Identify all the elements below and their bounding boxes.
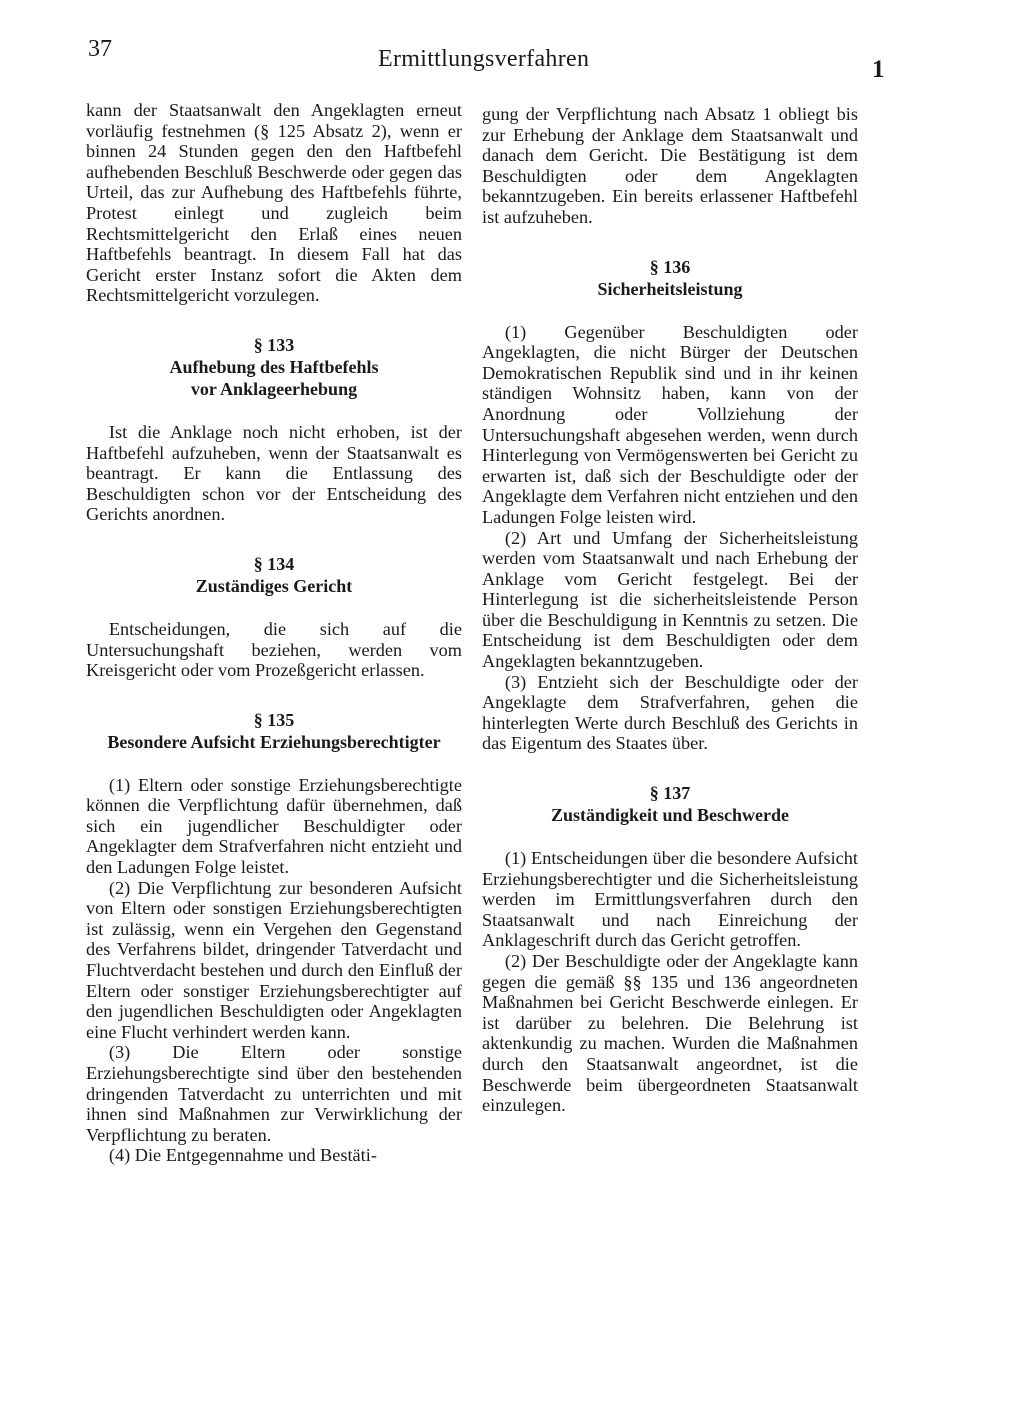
section-135-number: § 135: [253, 709, 295, 730]
section-133-number: § 133: [253, 334, 295, 355]
section-136-title: Sicherheitsleistung: [597, 278, 743, 299]
running-title: Ermittlungsverfahren: [378, 46, 590, 72]
continuation-paragraph-right: gung der Verpflichtung nach Absatz 1 obliegt bis zur Erhebung der Anklage dem Staatsanwalt und danach dem Gericht. Die Bestätigung ist dem Beschuldigten oder dem Angeklagten bekanntzugeben. Ein bereits erlassener Haftbefehl ist aufzuheben.: [482, 104, 858, 227]
section-137-paragraph-2: (2) Der Beschuldigte oder der Angeklagte kann gegen die gemäß §§ 135 und 136 angeordneten Maßnahmen bei Gericht Beschwerde einlegen. Er ist darüber zu belehren. Die Belehrung ist aktenkundig zu machen. Wurden die Maßnahmen durch den Staatsanwalt angeordnet, ist die Beschwerde beim übergeordneten Staatsanwalt einzulegen.: [482, 951, 858, 1116]
page-number: 37: [88, 36, 112, 62]
section-133-title-line2: vor Anklageerhebung: [190, 378, 358, 399]
page-header: [88, 36, 898, 83]
section-136-paragraph-3: (3) Entzieht sich der Beschuldigte oder der Angeklagte dem Strafverfahren, gehen die hinterlegten Werte durch Beschluß des Gerichts in das Eigentum des Staates über.: [482, 671, 858, 754]
section-134-heading: [86, 553, 462, 597]
section-135-paragraph-4: (4) Die Entgegennahme und Bestäti-: [108, 1145, 377, 1166]
section-136-number: § 136: [649, 256, 691, 277]
section-137-heading: [482, 782, 858, 826]
section-133-heading: [86, 334, 462, 400]
section-136-heading: [482, 256, 858, 300]
section-135-paragraph-2: (2) Die Verpflichtung zur besonderen Aufsicht von Eltern oder sonstigen Erziehungsberechtigten ist zulässig, wenn ein Vergehen den Gegenstand des Verfahrens bildet, dringender Tatverdacht und Fluchtverdacht bestehen und durch den Einfluß der Eltern oder sonstiger Erziehungsberechtigter auf den jugendlichen Beschuldigten oder Angeklagten eine Flucht verhindert werden kann.: [86, 877, 462, 1042]
left-column: [86, 100, 462, 1166]
continuation-paragraph-left: kann der Staatsanwalt den Angeklagten erneut vorläufig festnehmen (§ 125 Absatz 2), wenn er binnen 24 Stunden gegen den den Haftbefehl aufhebenden Beschluß Beschwerde oder gegen das Urteil, das zur Aufhebung des Haftbefehls führte, Protest einlegt und zugleich beim Rechtsmittelgericht den Erlaß eines neuen Haftbefehls beantragt. In diesem Fall hat das Gericht erster Instanz sofort die Akten dem Rechtsmittelgericht vorzulegen.: [86, 100, 462, 306]
chapter-number: 1: [872, 56, 885, 83]
section-135-heading: [86, 709, 462, 753]
section-134-number: § 134: [253, 553, 295, 574]
section-136-paragraph-1: (1) Gegenüber Beschuldigten oder Angeklagten, die nicht Bürger der Deutschen Demokratischen Republik sind und in ihr keinen ständigen Wohnsitz haben, kann von der Anordnung oder Vollziehung der Untersuchungshaft abgesehen werden, wenn durch Hinterlegung von Vermögenswerten bei Gericht zu erwarten ist, daß sich der Beschuldigte oder der Angeklagte dem Verfahren nicht entziehen und den Ladungen Folge leisten wird.: [482, 321, 858, 527]
section-135-title: Besondere Aufsicht Erziehungsberechtigter: [107, 731, 441, 752]
right-column: [482, 104, 858, 1116]
section-134-text: Entscheidungen, die sich auf die Untersuchungshaft beziehen, werden vom Kreisgericht oder vom Prozeßgericht erlassen.: [86, 618, 462, 681]
section-133-text: Ist die Anklage noch nicht erhoben, ist der Haftbefehl aufzuheben, wenn der Staatsanwalt es beantragt. Er kann die Entlassung des Beschuldigten schon vor der Entscheidung des Gerichts anordnen.: [86, 421, 462, 525]
section-137-title: Zuständigkeit und Beschwerde: [550, 805, 790, 826]
section-135-paragraph-1: (1) Eltern oder sonstige Erziehungsberechtigte können die Verpflichtung dafür übernehmen, daß sich ein jugendlicher Beschuldigter oder Angeklagter dem Strafverfahren nicht entzieht und den Ladungen Folge leistet.: [86, 774, 462, 878]
section-137-paragraph-1: (1) Entscheidungen über die besondere Aufsicht Erziehungsberechtigter und die Sicherheitsleistung werden im Ermittlungsverfahren durch den Staatsanwalt und nach Einreichung der Anklageschrift durch das Gericht getroffen.: [482, 848, 858, 951]
section-136-paragraph-2: (2) Art und Umfang der Sicherheitsleistung werden vom Staatsanwalt und nach Erhebung der Anklage vom Gericht festgelegt. Bei der Hinterlegung ist die sicherheitsleistende Person über die Beschuldigung in Kenntnis zu setzen. Die Entscheidung ist dem Beschuldigten oder dem Angeklagten bekanntzugeben.: [482, 527, 858, 672]
section-133-title-line1: Aufhebung des Haftbefehls: [169, 356, 379, 377]
section-137-number: § 137: [649, 783, 691, 804]
section-135-paragraph-3: (3) Die Eltern oder sonstige Erziehungsberechtigte sind über den bestehenden dringenden Tatverdacht zu unterrichten und mit ihnen sind Maßnahmen zur Verwirklichung der Verpflichtung zu beraten.: [86, 1042, 462, 1145]
section-134-title: Zuständiges Gericht: [195, 575, 353, 596]
